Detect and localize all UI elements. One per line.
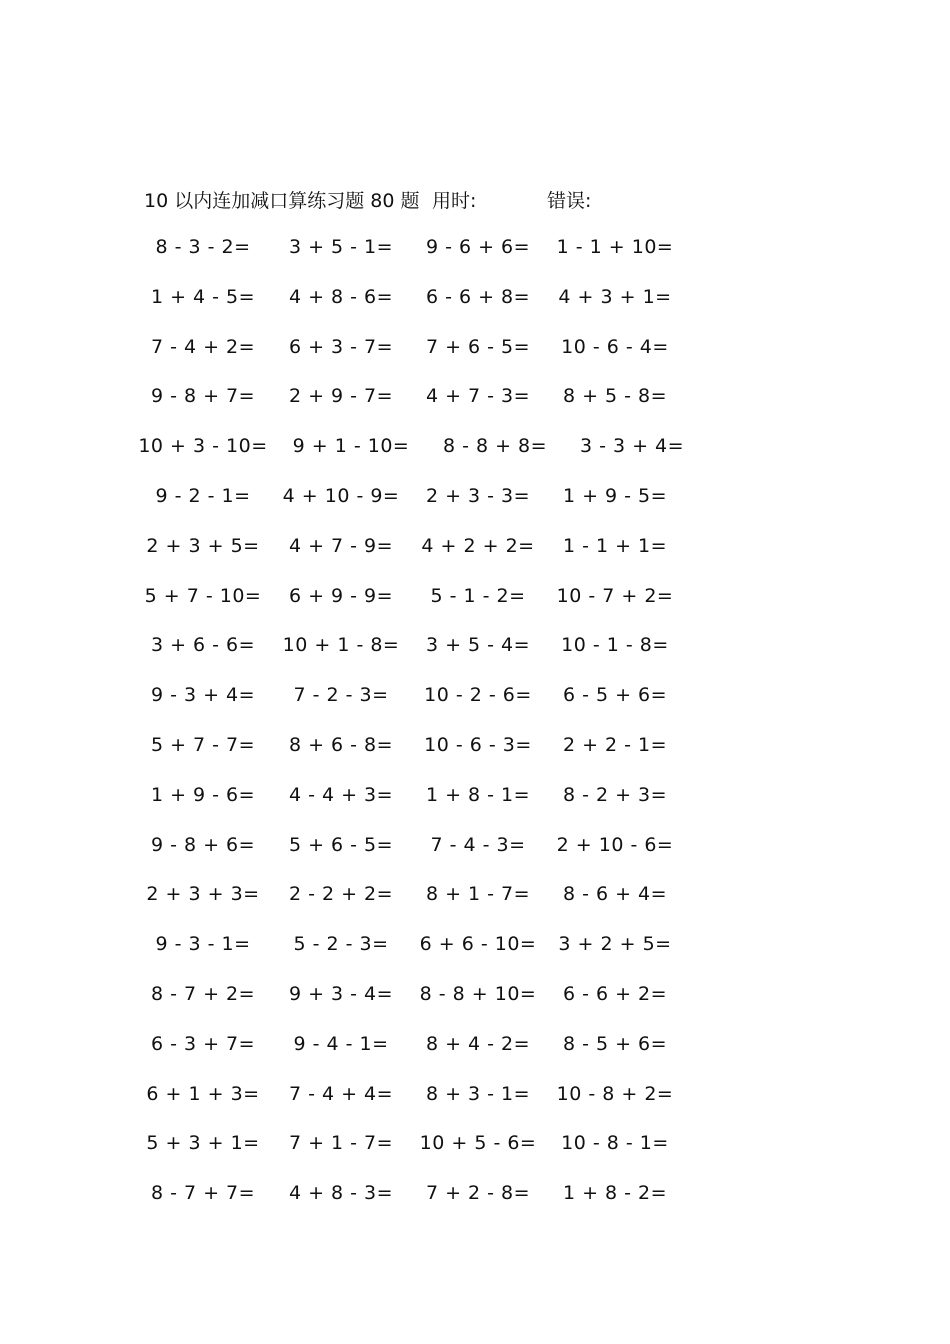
problem-row xyxy=(0,286,950,336)
problem-row xyxy=(0,236,950,286)
problem: 1 - 1 + 10= xyxy=(556,236,674,258)
problem: 2 + 3 - 3= xyxy=(425,484,531,507)
problem: 4 + 3 + 1= xyxy=(558,285,672,308)
problem: 9 - 2 - 1= xyxy=(155,484,251,507)
problem: 1 + 9 - 5= xyxy=(562,484,668,507)
problem: 6 + 3 - 7= xyxy=(288,335,394,358)
problem: 9 - 3 - 1= xyxy=(155,933,251,956)
problem-row xyxy=(0,336,950,386)
problem: 8 + 1 - 7= xyxy=(425,883,531,906)
problem: 10 + 5 - 6= xyxy=(419,1132,537,1155)
problem: 3 - 3 + 4= xyxy=(579,435,685,458)
problem: 10 - 6 - 3= xyxy=(424,733,532,756)
problem: 10 - 8 - 1= xyxy=(561,1132,669,1155)
problem: 7 + 1 - 7= xyxy=(288,1132,394,1155)
problem: 2 + 2 - 1= xyxy=(562,733,668,756)
problem: 10 - 2 - 6= xyxy=(424,684,532,707)
problem: 8 - 8 + 10= xyxy=(419,982,537,1005)
problem: 1 + 9 - 6= xyxy=(150,783,256,806)
problem: 3 + 5 - 4= xyxy=(425,634,531,657)
problem: 6 - 3 + 7= xyxy=(150,1032,256,1055)
problem: 8 + 4 - 2= xyxy=(425,1032,531,1055)
problem-grid xyxy=(0,236,950,1232)
problem: 6 - 6 + 8= xyxy=(425,285,531,308)
problem: 8 - 3 - 2= xyxy=(155,236,251,258)
problem: 3 + 2 + 5= xyxy=(558,933,672,956)
problem: 7 + 2 - 8= xyxy=(425,1182,531,1205)
problem: 6 - 5 + 6= xyxy=(562,684,668,707)
problem-row xyxy=(0,1182,950,1232)
problem: 8 + 5 - 8= xyxy=(562,385,668,408)
problem-row xyxy=(0,435,950,485)
error-label: 错误: xyxy=(547,190,592,212)
problem: 10 - 8 + 2= xyxy=(556,1082,674,1105)
problem: 8 - 6 + 4= xyxy=(562,883,668,906)
problem: 7 - 4 - 3= xyxy=(430,833,526,856)
problem: 9 + 3 - 4= xyxy=(288,982,394,1005)
problem-row xyxy=(0,385,950,435)
problem: 2 + 3 + 5= xyxy=(146,534,260,557)
problem: 4 + 7 - 9= xyxy=(288,534,394,557)
problem-row xyxy=(0,983,950,1033)
problem: 8 - 2 + 3= xyxy=(562,783,668,806)
problem: 5 + 7 - 7= xyxy=(150,733,256,756)
problem: 7 - 2 - 3= xyxy=(293,684,389,707)
problem: 6 + 6 - 10= xyxy=(419,933,537,956)
problem: 4 - 4 + 3= xyxy=(288,783,394,806)
problem: 1 + 8 - 1= xyxy=(425,783,531,806)
problem: 10 + 1 - 8= xyxy=(282,634,400,657)
problem: 2 + 3 + 3= xyxy=(146,883,260,906)
problem: 4 + 2 + 2= xyxy=(421,534,535,557)
problem: 8 + 6 - 8= xyxy=(288,733,394,756)
problem: 5 - 2 - 3= xyxy=(293,933,389,956)
problem: 9 - 8 + 7= xyxy=(150,385,256,408)
problem: 9 - 6 + 6= xyxy=(425,236,531,258)
problem: 2 - 2 + 2= xyxy=(288,883,394,906)
problem: 1 + 8 - 2= xyxy=(562,1182,668,1205)
problem: 9 - 3 + 4= xyxy=(150,684,256,707)
problem-row xyxy=(0,585,950,635)
problem: 6 + 1 + 3= xyxy=(146,1082,260,1105)
problem: 8 - 7 + 2= xyxy=(150,982,256,1005)
problem-row xyxy=(0,883,950,933)
problem-row xyxy=(0,535,950,585)
problem: 3 + 6 - 6= xyxy=(150,634,256,657)
problem-row xyxy=(0,1132,950,1182)
problem: 4 + 10 - 9= xyxy=(282,484,400,507)
problem: 5 + 7 - 10= xyxy=(144,584,262,607)
problem-row xyxy=(0,485,950,535)
problem: 6 - 6 + 2= xyxy=(562,982,668,1005)
problem: 9 - 8 + 6= xyxy=(150,833,256,856)
worksheet-header xyxy=(0,186,950,214)
problem: 10 - 1 - 8= xyxy=(561,634,669,657)
problem: 5 + 6 - 5= xyxy=(288,833,394,856)
problem-row xyxy=(0,734,950,784)
problem-row xyxy=(0,784,950,834)
problem: 10 - 7 + 2= xyxy=(556,584,674,607)
problem: 9 + 1 - 10= xyxy=(292,435,410,458)
problem: 4 + 8 - 6= xyxy=(288,285,394,308)
problem: 7 - 4 + 2= xyxy=(150,335,256,358)
problem: 1 - 1 + 1= xyxy=(562,534,668,557)
problem: 8 - 5 + 6= xyxy=(562,1032,668,1055)
problem: 4 + 7 - 3= xyxy=(425,385,531,408)
problem-row xyxy=(0,1083,950,1133)
problem: 8 + 3 - 1= xyxy=(425,1082,531,1105)
problem-row xyxy=(0,684,950,734)
problem: 5 + 3 + 1= xyxy=(146,1132,260,1155)
problem-row xyxy=(0,634,950,684)
problem: 4 + 8 - 3= xyxy=(288,1182,394,1205)
problem: 2 + 10 - 6= xyxy=(556,833,674,856)
problem: 5 - 1 - 2= xyxy=(430,584,526,607)
problem: 6 + 9 - 9= xyxy=(288,584,394,607)
problem: 2 + 9 - 7= xyxy=(288,385,394,408)
problem: 3 + 5 - 1= xyxy=(288,236,394,258)
problem-row xyxy=(0,933,950,983)
problem: 1 + 4 - 5= xyxy=(150,285,256,308)
problem: 10 + 3 - 10= xyxy=(138,435,268,458)
problem: 8 - 7 + 7= xyxy=(150,1182,256,1205)
problem: 9 - 4 - 1= xyxy=(293,1032,389,1055)
problem-row xyxy=(0,1033,950,1083)
problem: 7 + 6 - 5= xyxy=(425,335,531,358)
problem: 8 - 8 + 8= xyxy=(442,435,548,458)
worksheet-title: 10 以内连加减口算练习题 80 题 xyxy=(144,190,420,212)
time-label: 用时: xyxy=(432,190,477,212)
problem: 10 - 6 - 4= xyxy=(561,335,669,358)
problem-row xyxy=(0,834,950,884)
problem: 7 - 4 + 4= xyxy=(288,1082,394,1105)
